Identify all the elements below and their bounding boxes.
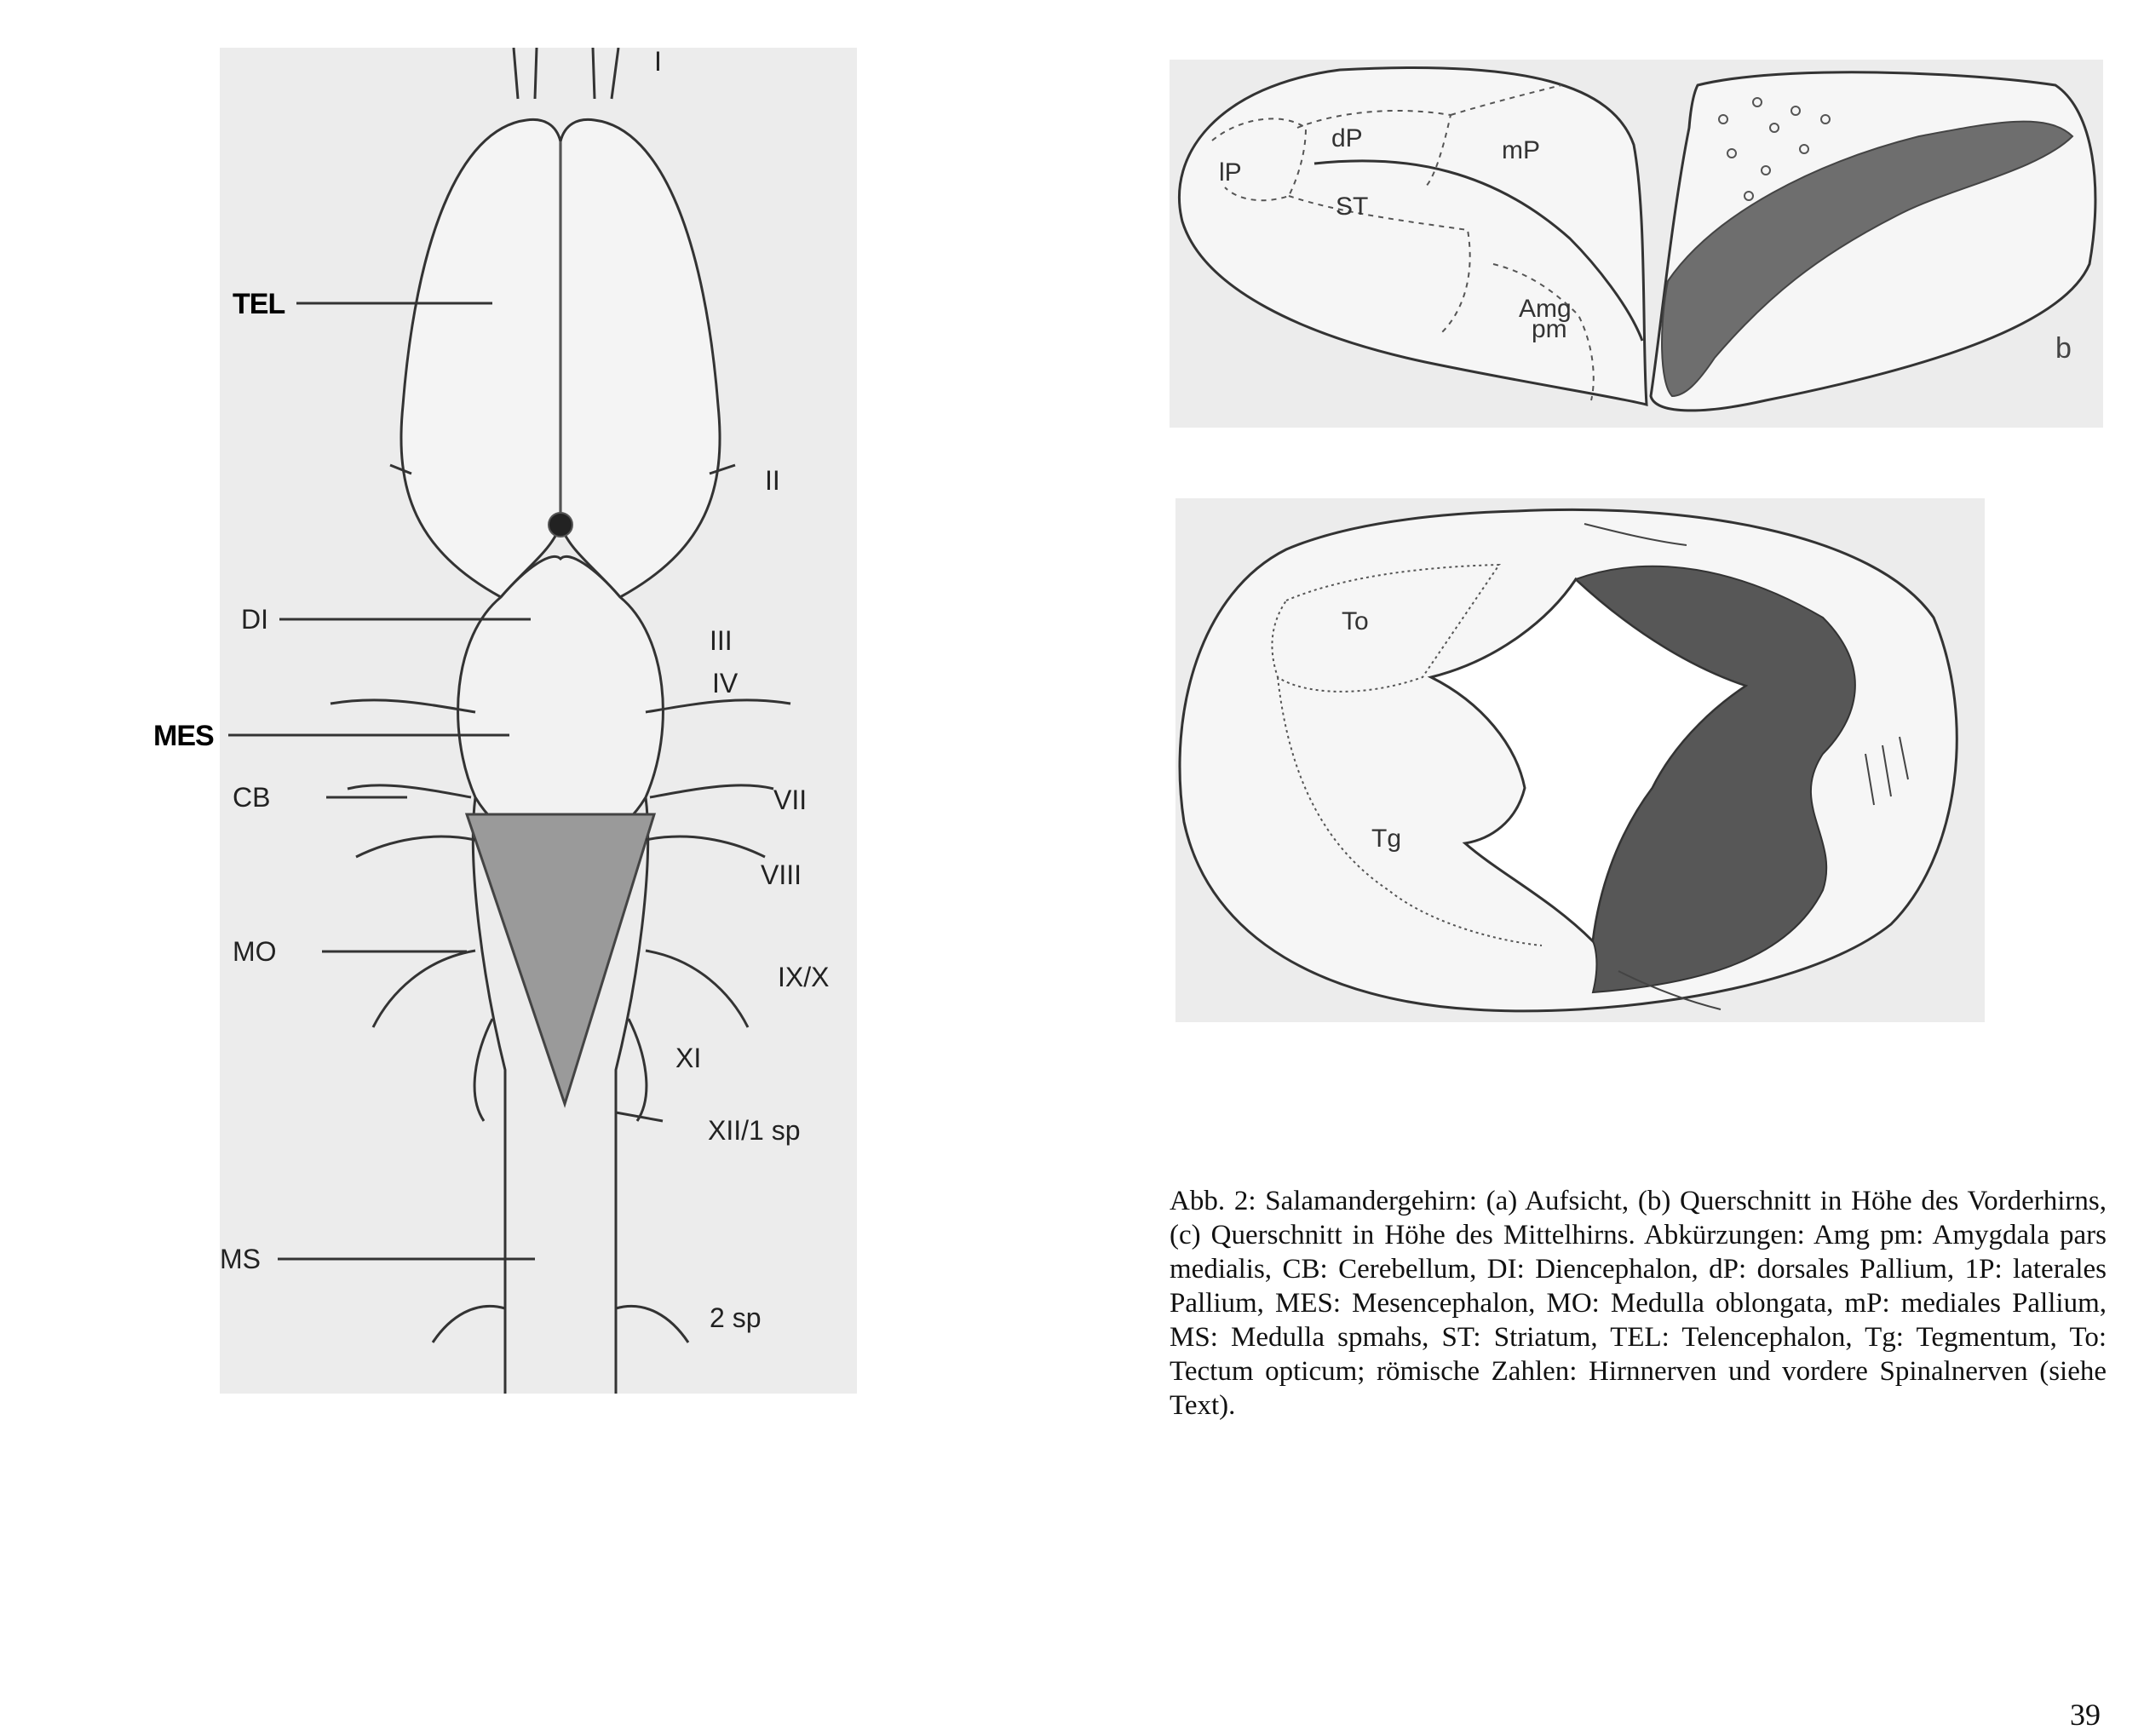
- nerve-label-iii: III: [710, 625, 733, 656]
- figure-b-forebrain-section: [1170, 60, 2103, 428]
- nerve-label-ii: II: [765, 465, 780, 496]
- forebrain-section-drawing: [1170, 60, 2103, 428]
- brain-dorsal-drawing: [220, 48, 857, 1394]
- midbrain-section-drawing: [1175, 498, 1985, 1022]
- region-label-pm: pm: [1532, 315, 1567, 343]
- label-mo: MO: [233, 936, 277, 967]
- label-mes: MES: [153, 720, 214, 752]
- page-number: 39: [2070, 1698, 2101, 1732]
- nerve-label-xii-1sp: XII/1 sp: [708, 1115, 801, 1146]
- nerve-label-2sp: 2 sp: [710, 1302, 762, 1333]
- label-tel: TEL: [233, 288, 285, 320]
- figure-c-midbrain-section: [1175, 498, 1985, 1022]
- nerve-label-iv: IV: [712, 668, 739, 698]
- nerve-label-viii: VIII: [761, 859, 802, 890]
- region-label-dp: dP: [1331, 124, 1363, 152]
- figure-caption: Abb. 2: Salamandergehirn: (a) Aufsicht, (b) Querschnitt in Höhe des Vorderhirns, (c) Querschnitt in Höhe des Mittelhirns. Abkürzungen: Amg pm: Amygdala pars medialis, CB: Cerebellum, DI: Diencephalon, dP: dorsales Pallium, 1P: laterales Pallium, MES: Mesencephalon, MO: Medulla oblongata, mP: mediales Pallium, MS: Medulla spmahs, ST: Striatum, TEL: Telencephalon, Tg: Tegmentum, To: Tectum opticum; römische Zahlen: Hirnnerven und vordere Spinalnerven (siehe Text).: [1170, 1186, 2107, 1421]
- region-label-mp: mP: [1502, 136, 1540, 164]
- figure-sublabel-b: b: [2055, 332, 2072, 365]
- nerve-label-vii: VII: [773, 785, 808, 815]
- region-label-amg: Amg: [1519, 295, 1572, 323]
- nerve-label-xi: XI: [675, 1043, 702, 1073]
- region-label-tg: Tg: [1371, 825, 1402, 853]
- label-ms: MS: [220, 1244, 261, 1274]
- label-di: DI: [241, 604, 268, 635]
- nerve-label-ix-x: IX/X: [778, 962, 830, 992]
- region-label-to: To: [1342, 607, 1369, 635]
- region-label-lp: lP: [1219, 158, 1242, 187]
- region-label-st: ST: [1336, 193, 1369, 221]
- figure-a-brain-dorsal-view: [153, 46, 857, 1394]
- nerve-label-i: I: [654, 46, 662, 77]
- label-cb: CB: [233, 782, 271, 813]
